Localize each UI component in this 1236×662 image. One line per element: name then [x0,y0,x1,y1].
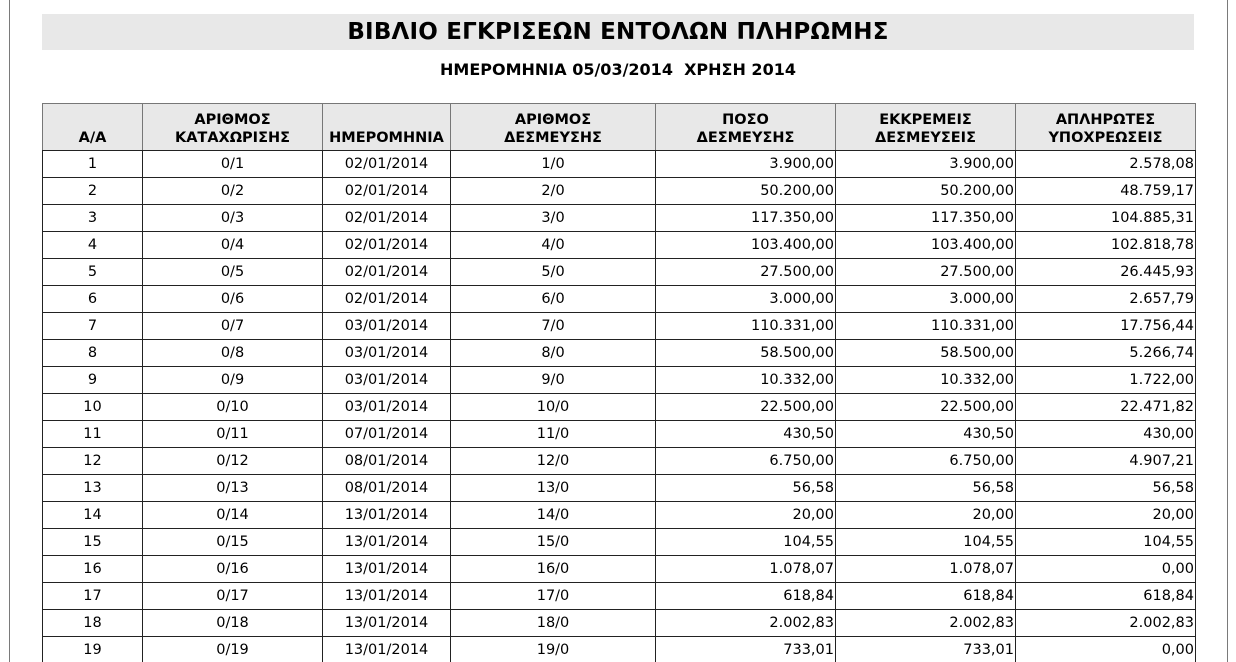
cell-registration-number: 0/12 [143,448,323,475]
cell-unpaid-obligations: 1.722,00 [1016,367,1196,394]
table-row [43,529,1196,556]
cell-date: 02/01/2014 [323,178,451,205]
cell-registration-number: 0/7 [143,313,323,340]
cell-date: 03/01/2014 [323,394,451,421]
cell-serial-number: 1 [43,151,143,178]
cell-commitment-amount: 6.750,00 [656,448,836,475]
cell-date: 02/01/2014 [323,259,451,286]
cell-pending-commitments: 1.078,07 [836,556,1016,583]
cell-date: 07/01/2014 [323,421,451,448]
table-header-row [43,104,1196,151]
cell-commitment-number: 1/0 [451,151,656,178]
cell-date: 02/01/2014 [323,151,451,178]
cell-pending-commitments: 22.500,00 [836,394,1016,421]
cell-commitment-number: 16/0 [451,556,656,583]
cell-serial-number: 12 [43,448,143,475]
cell-commitment-amount: 110.331,00 [656,313,836,340]
cell-commitment-amount: 117.350,00 [656,205,836,232]
cell-unpaid-obligations: 2.002,83 [1016,610,1196,637]
header-commitment-number: ΑΡΙΘΜΟΣ ΔΕΣΜΕΥΣΗΣ [451,104,656,151]
cell-serial-number: 8 [43,340,143,367]
cell-pending-commitments: 430,50 [836,421,1016,448]
table-row [43,151,1196,178]
cell-commitment-number: 8/0 [451,340,656,367]
approvals-table [42,103,1196,662]
header-commitment-amount: ΠΟΣΟ ΔΕΣΜΕΥΣΗΣ [656,104,836,151]
cell-date: 13/01/2014 [323,502,451,529]
cell-unpaid-obligations: 104.885,31 [1016,205,1196,232]
cell-serial-number: 3 [43,205,143,232]
cell-date: 03/01/2014 [323,313,451,340]
cell-unpaid-obligations: 104,55 [1016,529,1196,556]
cell-unpaid-obligations: 2.578,08 [1016,151,1196,178]
cell-date: 13/01/2014 [323,556,451,583]
report-title: ΒΙΒΛΙΟ ΕΓΚΡΙΣΕΩΝ ΕΝΤΟΛΩΝ ΠΛΗΡΩΜΗΣ [347,19,889,45]
cell-commitment-number: 2/0 [451,178,656,205]
cell-commitment-amount: 104,55 [656,529,836,556]
cell-commitment-number: 14/0 [451,502,656,529]
table-row [43,394,1196,421]
cell-registration-number: 0/18 [143,610,323,637]
header-unpaid-obligations: ΑΠΛΗΡΩΤΕΣ ΥΠΟΧΡΕΩΣΕΙΣ [1016,104,1196,151]
cell-registration-number: 0/4 [143,232,323,259]
cell-pending-commitments: 6.750,00 [836,448,1016,475]
cell-date: 13/01/2014 [323,610,451,637]
cell-pending-commitments: 3.000,00 [836,286,1016,313]
page-left-edge [9,0,10,662]
table-row [43,583,1196,610]
cell-registration-number: 0/14 [143,502,323,529]
cell-registration-number: 0/2 [143,178,323,205]
page-right-edge [1227,0,1228,662]
cell-commitment-amount: 27.500,00 [656,259,836,286]
cell-date: 13/01/2014 [323,637,451,662]
cell-unpaid-obligations: 618,84 [1016,583,1196,610]
table-body [43,151,1196,662]
cell-serial-number: 7 [43,313,143,340]
cell-commitment-number: 13/0 [451,475,656,502]
cell-commitment-number: 18/0 [451,610,656,637]
table-row [43,448,1196,475]
cell-serial-number: 19 [43,637,143,662]
cell-commitment-number: 6/0 [451,286,656,313]
cell-commitment-number: 11/0 [451,421,656,448]
cell-commitment-number: 12/0 [451,448,656,475]
cell-unpaid-obligations: 20,00 [1016,502,1196,529]
cell-commitment-amount: 3.900,00 [656,151,836,178]
table-row [43,475,1196,502]
table-row [43,259,1196,286]
cell-registration-number: 0/15 [143,529,323,556]
cell-unpaid-obligations: 430,00 [1016,421,1196,448]
cell-commitment-amount: 10.332,00 [656,367,836,394]
cell-serial-number: 18 [43,610,143,637]
cell-unpaid-obligations: 102.818,78 [1016,232,1196,259]
cell-commitment-number: 4/0 [451,232,656,259]
cell-unpaid-obligations: 4.907,21 [1016,448,1196,475]
cell-unpaid-obligations: 22.471,82 [1016,394,1196,421]
table-row [43,340,1196,367]
table-row [43,610,1196,637]
cell-commitment-amount: 2.002,83 [656,610,836,637]
cell-commitment-amount: 3.000,00 [656,286,836,313]
table-row [43,421,1196,448]
cell-date: 13/01/2014 [323,529,451,556]
cell-serial-number: 15 [43,529,143,556]
header-date: ΗΜΕΡΟΜΗΝΙΑ [323,104,451,151]
cell-pending-commitments: 27.500,00 [836,259,1016,286]
cell-commitment-number: 17/0 [451,583,656,610]
cell-serial-number: 5 [43,259,143,286]
cell-serial-number: 11 [43,421,143,448]
cell-commitment-number: 10/0 [451,394,656,421]
cell-pending-commitments: 103.400,00 [836,232,1016,259]
cell-commitment-number: 5/0 [451,259,656,286]
table-row [43,556,1196,583]
cell-commitment-amount: 103.400,00 [656,232,836,259]
table-row [43,637,1196,662]
cell-unpaid-obligations: 48.759,17 [1016,178,1196,205]
cell-unpaid-obligations: 17.756,44 [1016,313,1196,340]
cell-pending-commitments: 56,58 [836,475,1016,502]
table-row [43,286,1196,313]
cell-commitment-amount: 58.500,00 [656,340,836,367]
cell-pending-commitments: 110.331,00 [836,313,1016,340]
header-serial-number: Α/Α [43,104,143,151]
cell-pending-commitments: 104,55 [836,529,1016,556]
cell-unpaid-obligations: 2.657,79 [1016,286,1196,313]
cell-date: 08/01/2014 [323,475,451,502]
cell-registration-number: 0/13 [143,475,323,502]
table-row [43,178,1196,205]
cell-date: 13/01/2014 [323,583,451,610]
cell-registration-number: 0/19 [143,637,323,662]
header-registration-number: ΑΡΙΘΜΟΣ ΚΑΤΑΧΩΡΙΣΗΣ [143,104,323,151]
cell-date: 03/01/2014 [323,367,451,394]
cell-serial-number: 17 [43,583,143,610]
cell-unpaid-obligations: 0,00 [1016,637,1196,662]
report-subtitle: ΗΜΕΡΟΜΗΝΙΑ 05/03/2014 ΧΡΗΣΗ 2014 [440,60,796,79]
cell-commitment-number: 3/0 [451,205,656,232]
cell-pending-commitments: 58.500,00 [836,340,1016,367]
cell-serial-number: 16 [43,556,143,583]
cell-registration-number: 0/8 [143,340,323,367]
report-title-bar [42,14,1194,50]
cell-unpaid-obligations: 5.266,74 [1016,340,1196,367]
cell-serial-number: 4 [43,232,143,259]
header-pending-commitments: ΕΚΚΡΕΜΕΙΣ ΔΕΣΜΕΥΣΕΙΣ [836,104,1016,151]
cell-registration-number: 0/11 [143,421,323,448]
cell-pending-commitments: 117.350,00 [836,205,1016,232]
cell-pending-commitments: 733,01 [836,637,1016,662]
cell-registration-number: 0/10 [143,394,323,421]
cell-unpaid-obligations: 26.445,93 [1016,259,1196,286]
cell-date: 03/01/2014 [323,340,451,367]
cell-commitment-amount: 56,58 [656,475,836,502]
cell-commitment-amount: 1.078,07 [656,556,836,583]
cell-registration-number: 0/6 [143,286,323,313]
cell-unpaid-obligations: 0,00 [1016,556,1196,583]
cell-commitment-amount: 22.500,00 [656,394,836,421]
cell-date: 02/01/2014 [323,232,451,259]
cell-serial-number: 6 [43,286,143,313]
cell-registration-number: 0/17 [143,583,323,610]
cell-pending-commitments: 2.002,83 [836,610,1016,637]
cell-commitment-amount: 20,00 [656,502,836,529]
cell-pending-commitments: 10.332,00 [836,367,1016,394]
cell-unpaid-obligations: 56,58 [1016,475,1196,502]
cell-registration-number: 0/9 [143,367,323,394]
table-row [43,367,1196,394]
cell-serial-number: 10 [43,394,143,421]
cell-serial-number: 13 [43,475,143,502]
cell-commitment-amount: 733,01 [656,637,836,662]
cell-pending-commitments: 618,84 [836,583,1016,610]
cell-commitment-amount: 618,84 [656,583,836,610]
cell-pending-commitments: 20,00 [836,502,1016,529]
cell-serial-number: 14 [43,502,143,529]
cell-pending-commitments: 50.200,00 [836,178,1016,205]
cell-commitment-number: 7/0 [451,313,656,340]
table-row [43,232,1196,259]
cell-pending-commitments: 3.900,00 [836,151,1016,178]
cell-serial-number: 9 [43,367,143,394]
cell-commitment-number: 15/0 [451,529,656,556]
cell-commitment-amount: 50.200,00 [656,178,836,205]
cell-date: 02/01/2014 [323,205,451,232]
cell-registration-number: 0/3 [143,205,323,232]
cell-date: 02/01/2014 [323,286,451,313]
cell-commitment-number: 9/0 [451,367,656,394]
cell-serial-number: 2 [43,178,143,205]
cell-registration-number: 0/1 [143,151,323,178]
table-row [43,205,1196,232]
table-row [43,502,1196,529]
cell-registration-number: 0/16 [143,556,323,583]
cell-commitment-amount: 430,50 [656,421,836,448]
cell-commitment-number: 19/0 [451,637,656,662]
cell-registration-number: 0/5 [143,259,323,286]
cell-date: 08/01/2014 [323,448,451,475]
table-row [43,313,1196,340]
